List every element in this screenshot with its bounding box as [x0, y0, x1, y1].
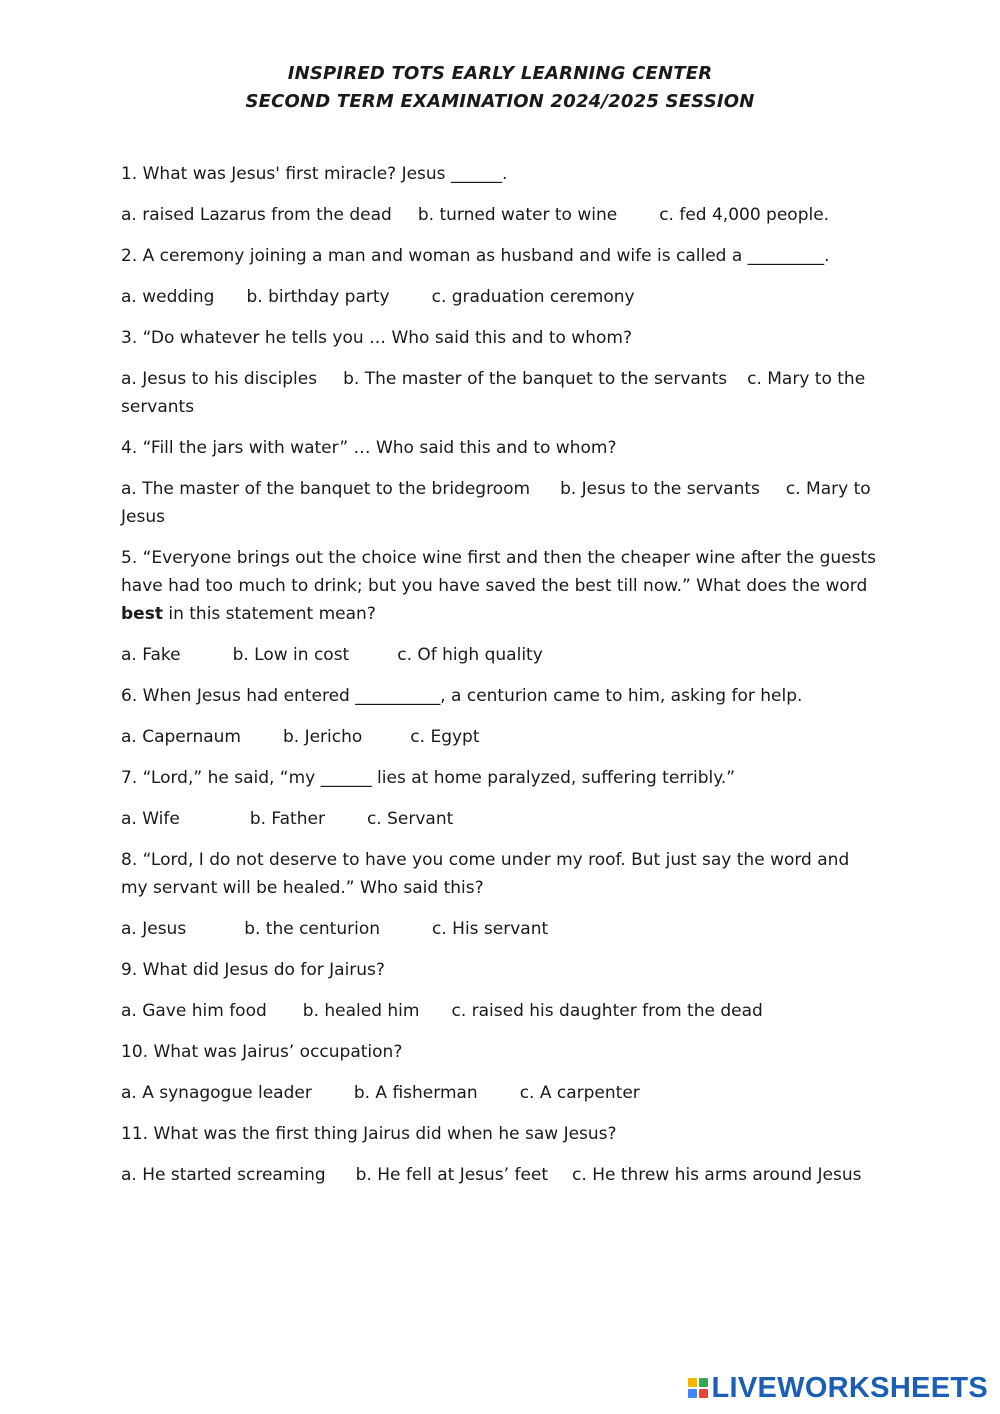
logo-text: LIVEWORKSHEETS — [711, 1371, 988, 1404]
answer-options — [121, 475, 881, 531]
answer-options — [121, 915, 881, 943]
question-text: 8. “Lord, I do not deserve to have you come under my roof. But just say the word and my servant will be healed.” Who said this? — [121, 850, 855, 898]
option-b[interactable]: b. Jesus to the servants — [560, 479, 760, 499]
logo-block-1 — [688, 1378, 697, 1387]
option-b[interactable]: b. He fell at Jesus’ feet — [355, 1165, 549, 1185]
answer-options — [121, 1079, 881, 1107]
answer-options — [121, 1161, 881, 1189]
option-a[interactable]: a. The master of the banquet to the bridegroom — [121, 479, 531, 499]
question-5 — [121, 544, 881, 669]
exam-header — [0, 60, 1000, 116]
question-text: 9. What did Jesus do for Jairus? — [121, 960, 385, 980]
question-text: 7. “Lord,” he said, “my ______ lies at home paralyzed, suffering terribly.” — [121, 768, 736, 788]
question-text — [121, 544, 881, 628]
question-text-end: in this statement mean? — [168, 604, 376, 624]
option-a[interactable]: a. Capernaum — [121, 727, 241, 747]
option-a[interactable]: a. Fake — [121, 645, 181, 665]
school-name: INSPIRED TOTS EARLY LEARNING CENTER — [287, 63, 713, 84]
question-8 — [121, 846, 881, 943]
answer-options — [121, 283, 881, 311]
answer-options — [121, 365, 881, 421]
question-4 — [121, 434, 881, 531]
option-c[interactable]: c. Mary to Jesus — [121, 479, 871, 527]
option-b[interactable]: b. Jericho — [282, 727, 363, 747]
option-b[interactable]: b. Father — [249, 809, 325, 829]
question-text: 11. What was the first thing Jairus did when he saw Jesus? — [121, 1124, 617, 1144]
question-text: 10. What was Jairus’ occupation? — [121, 1042, 403, 1062]
option-b[interactable]: b. A fisherman — [353, 1083, 478, 1103]
question-text: 1. What was Jesus' first miracle? Jesus ______. — [121, 164, 508, 184]
option-c[interactable]: c. A carpenter — [519, 1083, 640, 1103]
option-c[interactable]: c. Egypt — [410, 727, 480, 747]
option-c[interactable]: c. fed 4,000 people. — [659, 205, 830, 225]
question-text-start: 5. “Everyone brings out the choice wine first and then the cheaper wine after the guests have had too much to drink; but you have saved the best till now.” What does the word — [121, 548, 882, 596]
answer-options — [121, 723, 881, 751]
option-a[interactable]: a. Wife — [121, 809, 180, 829]
option-c[interactable]: c. He threw his arms around Jesus — [572, 1165, 862, 1185]
liveworksheets-logo — [688, 1372, 989, 1404]
question-7 — [121, 764, 881, 833]
option-a[interactable]: a. A synagogue leader — [121, 1083, 312, 1103]
option-c[interactable]: c. graduation ceremony — [431, 287, 635, 307]
option-c[interactable]: c. raised his daughter from the dead — [451, 1001, 763, 1021]
logo-block-3 — [688, 1389, 697, 1398]
question-text: 2. A ceremony joining a man and woman as husband and wife is called a _________. — [121, 246, 830, 266]
answer-options — [121, 805, 881, 833]
answer-options — [121, 641, 881, 669]
option-b[interactable]: b. Low in cost — [232, 645, 350, 665]
answer-options — [121, 997, 881, 1025]
option-a[interactable]: a. Jesus to his disciples — [121, 369, 318, 389]
logo-block-2 — [699, 1378, 708, 1387]
option-b[interactable]: b. the centurion — [244, 919, 380, 939]
option-a[interactable]: a. raised Lazarus from the dead — [121, 205, 392, 225]
logo-block-4 — [699, 1389, 708, 1398]
question-9 — [121, 956, 881, 1025]
option-b[interactable]: b. birthday party — [246, 287, 390, 307]
question-2 — [121, 242, 881, 311]
question-3 — [121, 324, 881, 421]
option-a[interactable]: a. He started screaming — [121, 1165, 326, 1185]
question-10 — [121, 1038, 881, 1107]
question-text: 3. “Do whatever he tells you … Who said this and to whom? — [121, 328, 632, 348]
question-list — [121, 160, 881, 1202]
option-c[interactable]: c. Of high quality — [397, 645, 543, 665]
option-a[interactable]: a. Gave him food — [121, 1001, 267, 1021]
question-1 — [121, 160, 881, 229]
question-6 — [121, 682, 881, 751]
emphasized-word: best — [121, 604, 163, 624]
logo-blocks-icon — [688, 1378, 708, 1398]
option-b[interactable]: b. healed him — [302, 1001, 420, 1021]
option-c[interactable]: c. His servant — [432, 919, 549, 939]
option-b[interactable]: b. turned water to wine — [417, 205, 618, 225]
option-a[interactable]: a. Jesus — [121, 919, 187, 939]
option-a[interactable]: a. wedding — [121, 287, 215, 307]
option-b[interactable]: b. The master of the banquet to the servants — [343, 369, 728, 389]
answer-options — [121, 201, 881, 229]
question-11 — [121, 1120, 881, 1189]
question-text: 4. “Fill the jars with water” … Who said this and to whom? — [121, 438, 617, 458]
question-text: 6. When Jesus had entered __________, a centurion came to him, asking for help. — [121, 686, 803, 706]
option-c[interactable]: c. Mary to the servants — [121, 369, 866, 417]
option-c[interactable]: c. Servant — [366, 809, 454, 829]
exam-title: SECOND TERM EXAMINATION 2024/2025 SESSION — [245, 91, 755, 112]
